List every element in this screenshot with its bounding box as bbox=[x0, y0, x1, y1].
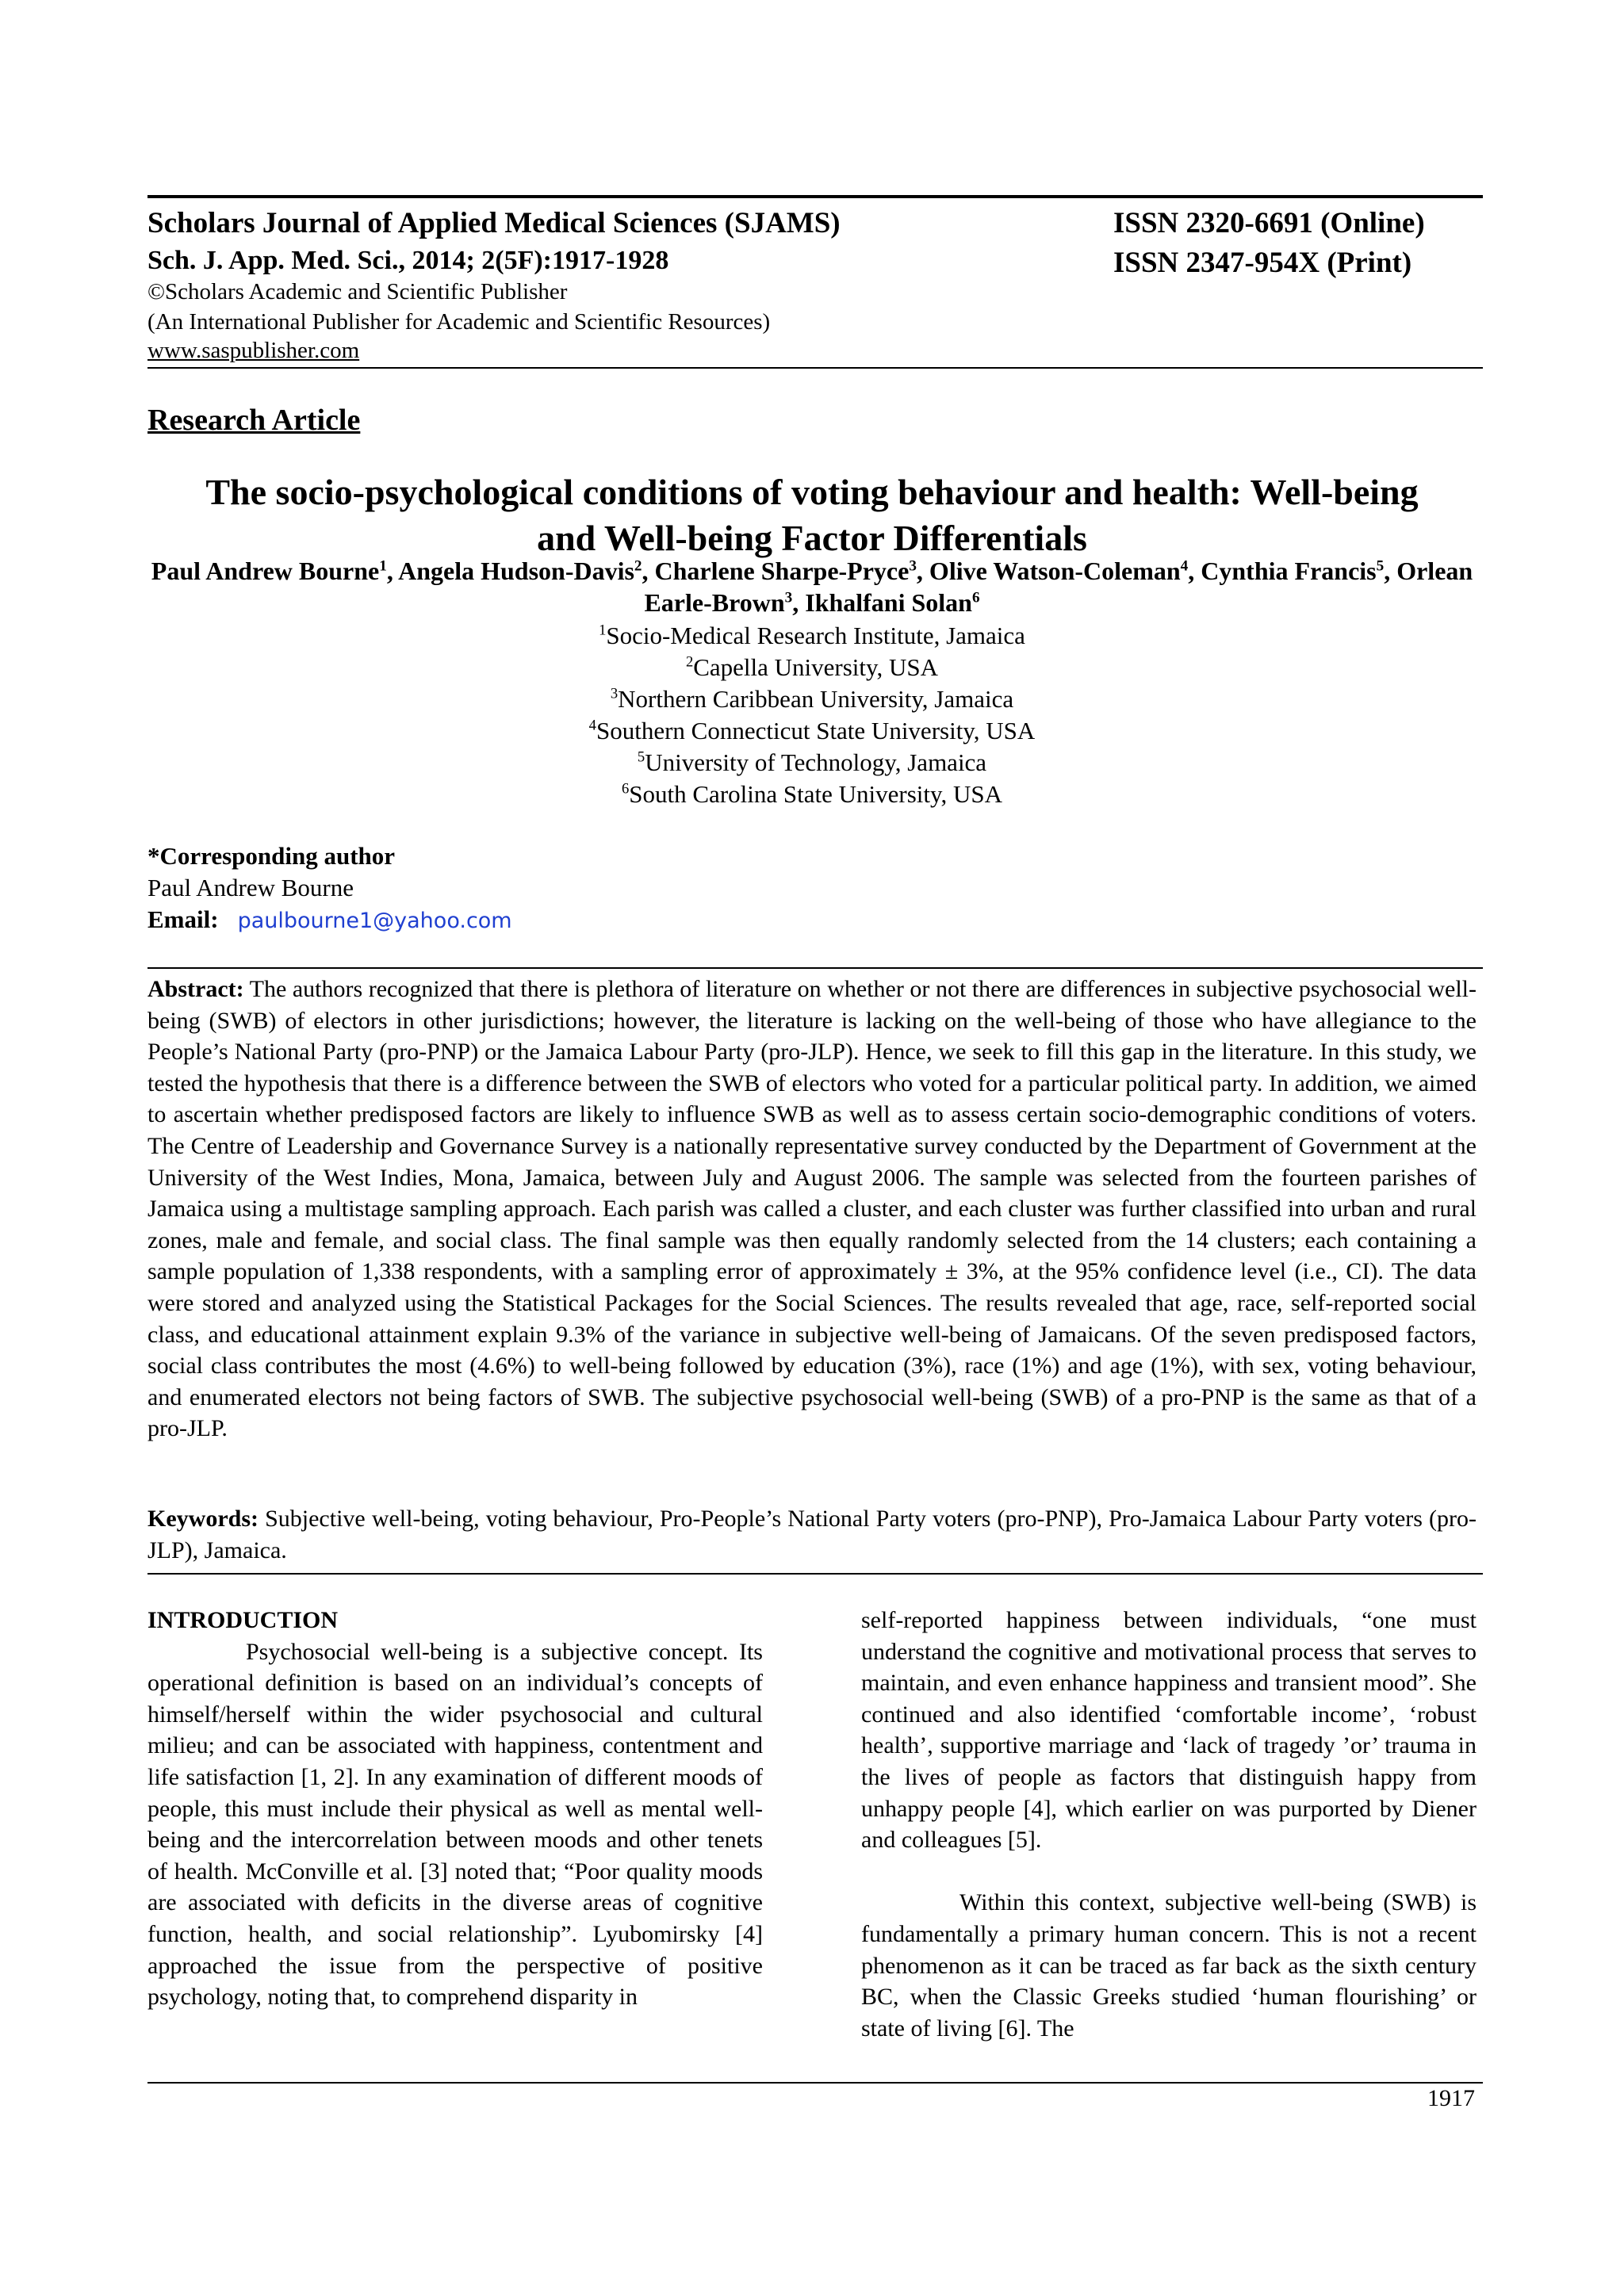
email-link[interactable]: paulbourne1@yahoo.com bbox=[237, 909, 512, 933]
body-column-right bbox=[861, 1605, 1477, 2044]
publisher-name: ©Scholars Academic and Scientific Publisher bbox=[147, 279, 568, 304]
header-top-rule bbox=[147, 195, 1483, 198]
corresponding-author bbox=[147, 840, 512, 937]
author: Angela Hudson-Davis$^2$, bbox=[398, 557, 655, 585]
article-type: Research Article bbox=[147, 404, 361, 437]
author: Ikhalfani Solan$^6$ bbox=[805, 588, 980, 617]
author: Paul Andrew Bourne$^1$, bbox=[151, 557, 399, 585]
title-line-1: The socio-psychological conditions of voting behaviour and health: Well-being bbox=[205, 472, 1419, 512]
abstract bbox=[147, 974, 1477, 1445]
affiliation: $^2$Capella University, USA bbox=[685, 653, 939, 681]
body-paragraph: self-reported happiness between individuals, “one must understand the cognitive and motivational process that serves to maintain, and even enhance happiness and transient mood”. She continued and also identified ‘comfortable income’, ‘robust health’, supportive marriage and ‘lack of tragedy ’or’ trauma in the lives of people as factors that distinguish happy from unhappy people [4], which earlier on was purported by Diener and colleagues [5]. bbox=[861, 1607, 1477, 1854]
page-number: 1917 bbox=[1427, 2085, 1475, 2111]
keywords bbox=[147, 1503, 1477, 1566]
journal-title: Scholars Journal of Applied Medical Sciences (SJAMS) bbox=[147, 207, 841, 239]
affiliation: $^4$Southern Connecticut State University, USA bbox=[588, 717, 1036, 744]
body-paragraph: Psychosocial well-being is a subjective concept. Its operational definition is based on an individual’s concepts of himself/herself within the wider psychosocial and cultural milieu; and can be associated with happiness, contentment and life satisfaction [1, 2]. In any examination of different moods of people, this must include their physical as well as mental well-being and the intercorrelation between moods and other tenets of health. McConville et al. [3] noted that; “Poor quality moods are associated with deficits in the diverse areas of cognitive function, health, and social relationship”. Lyubomirsky [4] approached the issue from the perspective of positive psychology, noting that, to comprehend disparity in bbox=[147, 1638, 763, 2011]
email-row bbox=[147, 904, 512, 937]
keywords-label: Keywords: bbox=[147, 1506, 259, 1532]
body-column-left bbox=[147, 1605, 763, 2013]
affiliation: $^1$Socio-Medical Research Institute, Jamaica bbox=[599, 622, 1025, 649]
affiliation: $^3$Northern Caribbean University, Jamaica bbox=[610, 685, 1014, 713]
publisher-description: (An International Publisher for Academic and Scientific Resources) bbox=[147, 309, 771, 335]
affiliation: $^5$University of Technology, Jamaica bbox=[637, 748, 987, 776]
issn-print: ISSN 2347-954X (Print) bbox=[1113, 247, 1412, 279]
email-label: Email: bbox=[147, 905, 219, 933]
corresponding-author-name: Paul Andrew Bourne bbox=[147, 874, 354, 901]
article-title bbox=[147, 469, 1477, 561]
affiliation-list bbox=[147, 620, 1477, 810]
header-bottom-rule bbox=[147, 367, 1483, 369]
corresponding-author-label: *Corresponding author bbox=[147, 842, 396, 870]
journal-citation: Sch. J. App. Med. Sci., 2014; 2(5F):1917-1928 bbox=[147, 246, 669, 275]
author: Olive Watson-Coleman$^4$, bbox=[929, 557, 1201, 585]
affiliation: $^6$South Carolina State University, USA bbox=[621, 780, 1002, 808]
title-line-2: and Well-being Factor Differentials bbox=[537, 518, 1087, 558]
publisher-website-link[interactable]: www.saspublisher.com bbox=[147, 338, 360, 363]
introduction-heading: INTRODUCTION bbox=[147, 1607, 339, 1633]
footer-rule bbox=[147, 2082, 1483, 2084]
author: Orlean Earle-Brown$^3$, bbox=[644, 557, 1473, 617]
abstract-label: Abstract: bbox=[147, 976, 244, 1002]
author: Cynthia Francis$^5$, bbox=[1201, 557, 1397, 585]
abstract-bottom-rule bbox=[147, 1573, 1483, 1575]
author: Charlene Sharpe-Pryce$^3$, bbox=[654, 557, 929, 585]
author-list bbox=[147, 555, 1477, 618]
abstract-top-rule bbox=[147, 967, 1483, 969]
body-paragraph: Within this context, subjective well-being (SWB) is fundamentally a primary human concern. This is not a recent phenomenon as it can be traced as far back as the sixth century BC, when the Classic Greeks studied ‘human flourishing’ or state of living [6]. The bbox=[861, 1889, 1477, 2042]
issn-online: ISSN 2320-6691 (Online) bbox=[1113, 207, 1425, 239]
keywords-text: Subjective well-being, voting behaviour, Pro-People’s National Party voters (pro-PNP), Pro-Jamaica Labour Party voters (pro-JLP), Jamaica. bbox=[147, 1506, 1477, 1563]
abstract-text: The authors recognized that there is plethora of literature on whether or not there are differences in subjective psychosocial well-being (SWB) of electors in other jurisdictions; however, the literature is lacking on the well-being of those who have allegiance to the People’s National Party (pro-PNP) or the Jamaica Labour Party (pro-JLP). Hence, we seek to fill this gap in the literature. In this study, we tested the hypothesis that there is a difference between the SWB of electors who voted for a particular political party. In addition, we aimed to ascertain whether predisposed factors are likely to influence SWB as well as to assess certain socio-demographic conditions of voters. The Centre of Leadership and Governance Survey is a nationally representative survey conducted by the Department of Government at the University of the West Indies, Mona, Jamaica, between July and August 2006. The sample was selected from the fourteen parishes of Jamaica using a multistage sampling approach. Each parish was called a cluster, and each cluster was further classified into urban and rural zones, male and female, and social class. The final sample was then equally randomly selected from the 14 clusters; each containing a sample population of 1,338 respondents, with a sampling error of approximately ± 3%, at the 95% confidence level (i.e., CI). The data were stored and analyzed using the Statistical Packages for the Social Sciences. The results revealed that age, race, self-reported social class, and educational attainment explain 9.3% of the variance in subjective well-being of Jamaicans. Of the seven predisposed factors, social class contributes the most (4.6%) to well-being followed by education (3%), race (1%) and age (1%), with sex, voting behaviour, and enumerated electors not being factors of SWB. The subjective psychosocial well-being (SWB) of a pro-PNP is the same as that of a pro-JLP. bbox=[147, 976, 1477, 1442]
